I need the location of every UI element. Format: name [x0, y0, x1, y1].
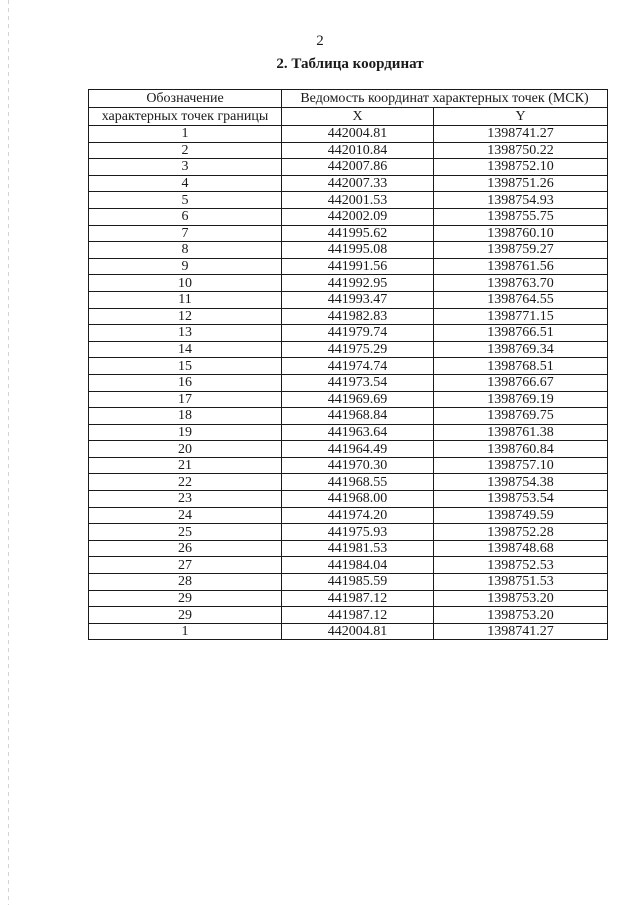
coordinates-table	[88, 89, 608, 640]
x-coordinate-cell: 442010.84	[282, 142, 434, 159]
table-row	[89, 258, 608, 275]
table-row	[89, 208, 608, 225]
point-number-cell: 5	[89, 192, 282, 209]
y-coordinate-cell: 1398768.51	[434, 358, 608, 375]
point-number-cell: 12	[89, 308, 282, 325]
point-number-cell: 29	[89, 590, 282, 607]
x-coordinate-cell: 441968.55	[282, 474, 434, 491]
table-row	[89, 607, 608, 624]
point-number-cell: 15	[89, 358, 282, 375]
point-designation-header-line1: Обозначение	[89, 90, 282, 108]
x-coordinate-cell: 442002.09	[282, 208, 434, 225]
x-coordinate-cell: 441964.49	[282, 441, 434, 458]
point-number-cell: 24	[89, 507, 282, 524]
y-coordinate-cell: 1398755.75	[434, 208, 608, 225]
table-row	[89, 358, 608, 375]
x-coordinate-cell: 442004.81	[282, 623, 434, 640]
y-coordinate-cell: 1398741.27	[434, 623, 608, 640]
table-row	[89, 275, 608, 292]
y-coordinate-cell: 1398771.15	[434, 308, 608, 325]
y-coordinate-cell: 1398769.19	[434, 391, 608, 408]
point-number-cell: 18	[89, 408, 282, 425]
x-coordinate-cell: 441975.29	[282, 341, 434, 358]
table-row	[89, 590, 608, 607]
x-coordinate-cell: 441968.00	[282, 491, 434, 508]
x-coordinate-cell: 441973.54	[282, 374, 434, 391]
y-coordinate-cell: 1398752.28	[434, 524, 608, 541]
x-coordinate-cell: 441969.69	[282, 391, 434, 408]
table-row	[89, 540, 608, 557]
y-coordinate-cell: 1398757.10	[434, 457, 608, 474]
table-row	[89, 457, 608, 474]
y-coordinate-cell: 1398769.34	[434, 341, 608, 358]
point-number-cell: 27	[89, 557, 282, 574]
x-coordinate-cell: 441991.56	[282, 258, 434, 275]
y-column-header: Y	[434, 108, 608, 126]
table-row	[89, 623, 608, 640]
page-number: 2	[316, 33, 324, 49]
point-number-cell: 23	[89, 491, 282, 508]
y-coordinate-cell: 1398766.67	[434, 374, 608, 391]
point-number-cell: 1	[89, 126, 282, 143]
x-coordinate-cell: 441993.47	[282, 291, 434, 308]
table-header-row	[89, 90, 608, 108]
point-number-cell: 14	[89, 341, 282, 358]
x-coordinate-cell: 441987.12	[282, 590, 434, 607]
point-number-cell: 3	[89, 159, 282, 176]
y-coordinate-cell: 1398766.51	[434, 325, 608, 342]
coordinates-table-body	[89, 126, 608, 640]
point-number-cell: 11	[89, 291, 282, 308]
y-coordinate-cell: 1398761.38	[434, 424, 608, 441]
x-coordinate-cell: 441995.08	[282, 242, 434, 259]
table-subheader-row	[89, 108, 608, 126]
table-row	[89, 175, 608, 192]
y-coordinate-cell: 1398753.54	[434, 491, 608, 508]
y-coordinate-cell: 1398759.27	[434, 242, 608, 259]
y-coordinate-cell: 1398760.10	[434, 225, 608, 242]
point-number-cell: 21	[89, 457, 282, 474]
x-coordinate-cell: 441981.53	[282, 540, 434, 557]
y-coordinate-cell: 1398749.59	[434, 507, 608, 524]
x-coordinate-cell: 441992.95	[282, 275, 434, 292]
point-number-cell: 28	[89, 574, 282, 591]
x-coordinate-cell: 441995.62	[282, 225, 434, 242]
x-coordinate-cell: 442007.86	[282, 159, 434, 176]
page-edge-scan-mark	[8, 0, 9, 905]
point-number-cell: 13	[89, 325, 282, 342]
y-coordinate-cell: 1398761.56	[434, 258, 608, 275]
point-number-cell: 25	[89, 524, 282, 541]
y-coordinate-cell: 1398754.38	[434, 474, 608, 491]
table-row	[89, 225, 608, 242]
point-number-cell: 19	[89, 424, 282, 441]
x-coordinate-cell: 441968.84	[282, 408, 434, 425]
table-row	[89, 341, 608, 358]
table-row	[89, 441, 608, 458]
table-row	[89, 408, 608, 425]
y-coordinate-cell: 1398754.93	[434, 192, 608, 209]
table-row	[89, 507, 608, 524]
table-row	[89, 474, 608, 491]
coordinates-statement-header: Ведомость координат характерных точек (МСК)	[282, 90, 608, 108]
table-row	[89, 424, 608, 441]
point-number-cell: 2	[89, 142, 282, 159]
point-number-cell: 1	[89, 623, 282, 640]
y-coordinate-cell: 1398752.53	[434, 557, 608, 574]
table-row	[89, 242, 608, 259]
x-coordinate-cell: 441974.74	[282, 358, 434, 375]
table-row	[89, 325, 608, 342]
y-coordinate-cell: 1398751.26	[434, 175, 608, 192]
table-row	[89, 159, 608, 176]
y-coordinate-cell: 1398748.68	[434, 540, 608, 557]
y-coordinate-cell: 1398752.10	[434, 159, 608, 176]
y-coordinate-cell: 1398741.27	[434, 126, 608, 143]
y-coordinate-cell: 1398750.22	[434, 142, 608, 159]
y-coordinate-cell: 1398764.55	[434, 291, 608, 308]
point-number-cell: 4	[89, 175, 282, 192]
table-row	[89, 126, 608, 143]
point-number-cell: 6	[89, 208, 282, 225]
x-coordinate-cell: 441987.12	[282, 607, 434, 624]
point-number-cell: 16	[89, 374, 282, 391]
point-number-cell: 9	[89, 258, 282, 275]
x-coordinate-cell: 441975.93	[282, 524, 434, 541]
table-row	[89, 574, 608, 591]
point-designation-header-line2: характерных точек границы	[89, 108, 282, 126]
x-coordinate-cell: 442004.81	[282, 126, 434, 143]
page-title: 2. Таблица координат	[276, 56, 424, 72]
point-number-cell: 29	[89, 607, 282, 624]
y-coordinate-cell: 1398760.84	[434, 441, 608, 458]
table-row	[89, 142, 608, 159]
x-coordinate-cell: 441979.74	[282, 325, 434, 342]
table-row	[89, 557, 608, 574]
table-row	[89, 308, 608, 325]
table-row	[89, 374, 608, 391]
x-coordinate-cell: 442001.53	[282, 192, 434, 209]
y-coordinate-cell: 1398753.20	[434, 607, 608, 624]
x-coordinate-cell: 441982.83	[282, 308, 434, 325]
x-coordinate-cell: 442007.33	[282, 175, 434, 192]
table-row	[89, 192, 608, 209]
x-coordinate-cell: 441974.20	[282, 507, 434, 524]
y-coordinate-cell: 1398753.20	[434, 590, 608, 607]
table-row	[89, 291, 608, 308]
y-coordinate-cell: 1398769.75	[434, 408, 608, 425]
x-coordinate-cell: 441985.59	[282, 574, 434, 591]
point-number-cell: 22	[89, 474, 282, 491]
y-coordinate-cell: 1398751.53	[434, 574, 608, 591]
point-number-cell: 20	[89, 441, 282, 458]
x-coordinate-cell: 441970.30	[282, 457, 434, 474]
x-coordinate-cell: 441984.04	[282, 557, 434, 574]
point-number-cell: 17	[89, 391, 282, 408]
table-row	[89, 524, 608, 541]
y-coordinate-cell: 1398763.70	[434, 275, 608, 292]
point-number-cell: 8	[89, 242, 282, 259]
point-number-cell: 7	[89, 225, 282, 242]
x-coordinate-cell: 441963.64	[282, 424, 434, 441]
x-column-header: X	[282, 108, 434, 126]
point-number-cell: 26	[89, 540, 282, 557]
table-row	[89, 491, 608, 508]
table-row	[89, 391, 608, 408]
point-number-cell: 10	[89, 275, 282, 292]
